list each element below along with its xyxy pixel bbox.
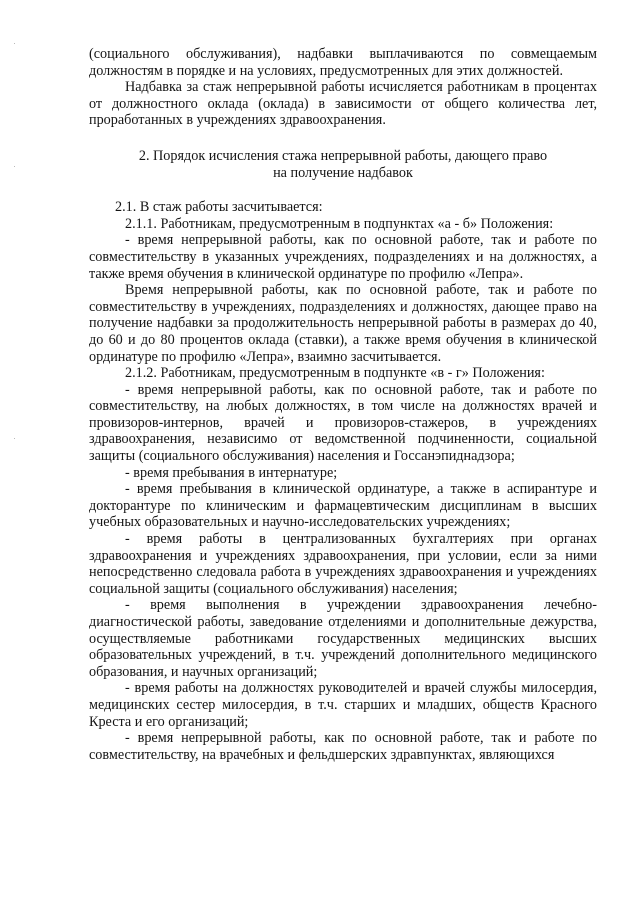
paragraph-intro-continuation: (социального обслуживания), надбавки выплачиваются по совмещаемым должностям в порядке и на условиях, предусмотренных для этих должностей. [89, 46, 597, 79]
section-heading [89, 148, 597, 181]
scan-edge-mark [14, 438, 15, 439]
clause-2-1-2-item: - время пребывания в клинической ординатуре, а также в аспирантуре и докторантуре по клиническим и фармацевтическим дисциплинам в высших учебных образовательных и научно-исследовательских учреждениях; [89, 481, 597, 531]
section-heading-line-1: 2. Порядок исчисления стажа непрерывной работы, дающего право [138, 147, 548, 164]
paragraph-seniority-bonus: Надбавка за стаж непрерывной работы исчисляется работникам в процентах от должностного оклада (оклада) в зависимости от общего количества лет, проработанных в учреждениях здравоохранения. [89, 79, 597, 129]
clause-2-1-2-item: - время работы на должностях руководителей и врачей службы милосердия, медицинских сестер милосердия, в т.ч. старших и младших, обществ Красного Креста и его организаций; [89, 680, 597, 730]
scan-edge-mark [14, 166, 15, 167]
clause-2-1-1-item: - время непрерывной работы, как по основной работе, так и работе по совместительству в указанных учреждениях, подразделениях и на должностях, а также время обучения в клинической ординатуре по профилю «Лепра». [89, 232, 597, 282]
clause-2-1-2-item: - время непрерывной работы, как по основной работе, так и работе по совместительству, на любых должностях, в том числе на должностях врачей и провизоров-интернов, врачей и провизоров-стажеров, в учреждениях здравоохранения, независимо от ведомственной подчиненности, социальной защиты (социального обслуживания) населения и Госсанэпиднадзора; [89, 381, 597, 465]
clause-2-1-2: 2.1.2. Работникам, предусмотренным в подпункте «в - г» Положения: [125, 365, 545, 382]
clause-2-1-2-item: - время выполнения в учреждении здравоохранения лечебно-диагностической работы, заведование отделениями и дополнительные дежурства, осуществляемые работниками государственных медицинских высших образовательных учреждений, в т.ч. учреждений дополнительного медицинского образования, и научных организаций; [89, 597, 597, 680]
clause-2-1-2-item: - время непрерывной работы, как по основной работе, так и работе по совместительству, на врачебных и фельдшерских здравпунктах, являющихся [89, 730, 597, 763]
document-page [89, 46, 597, 763]
clause-2-1-2-item: - время работы в централизованных бухгалтериях при органах здравоохранения и учреждениях здравоохранения, при условии, если за ними непосредственно следовала работа в учреждениях здравоохранения и учреждениях социальной защиты (социального обслуживания) населения; [89, 531, 597, 597]
clause-2-1-1: 2.1.1. Работникам, предусмотренным в подпунктах «а - б» Положения: [125, 215, 554, 232]
clause-2-1-1-paragraph: Время непрерывной работы, как по основной работе, так и работе по совместительству в учреждениях, подразделениях и должностях, дающее право на получение надбавки за продолжительность непрерывной работы в размерах до 40, до 60 и до 80 процентов оклада (ставки), а также время обучения в клинической ординатуре по профилю «Лепра», взаимно засчитывается. [89, 282, 597, 365]
clause-2-1-2-item: - время пребывания в интернатуре; [125, 464, 338, 481]
section-heading-line-2: на получение надбавок [273, 164, 413, 181]
clause-2-1: 2.1. В стаж работы засчитывается: [115, 199, 323, 216]
scan-edge-mark [14, 43, 15, 44]
